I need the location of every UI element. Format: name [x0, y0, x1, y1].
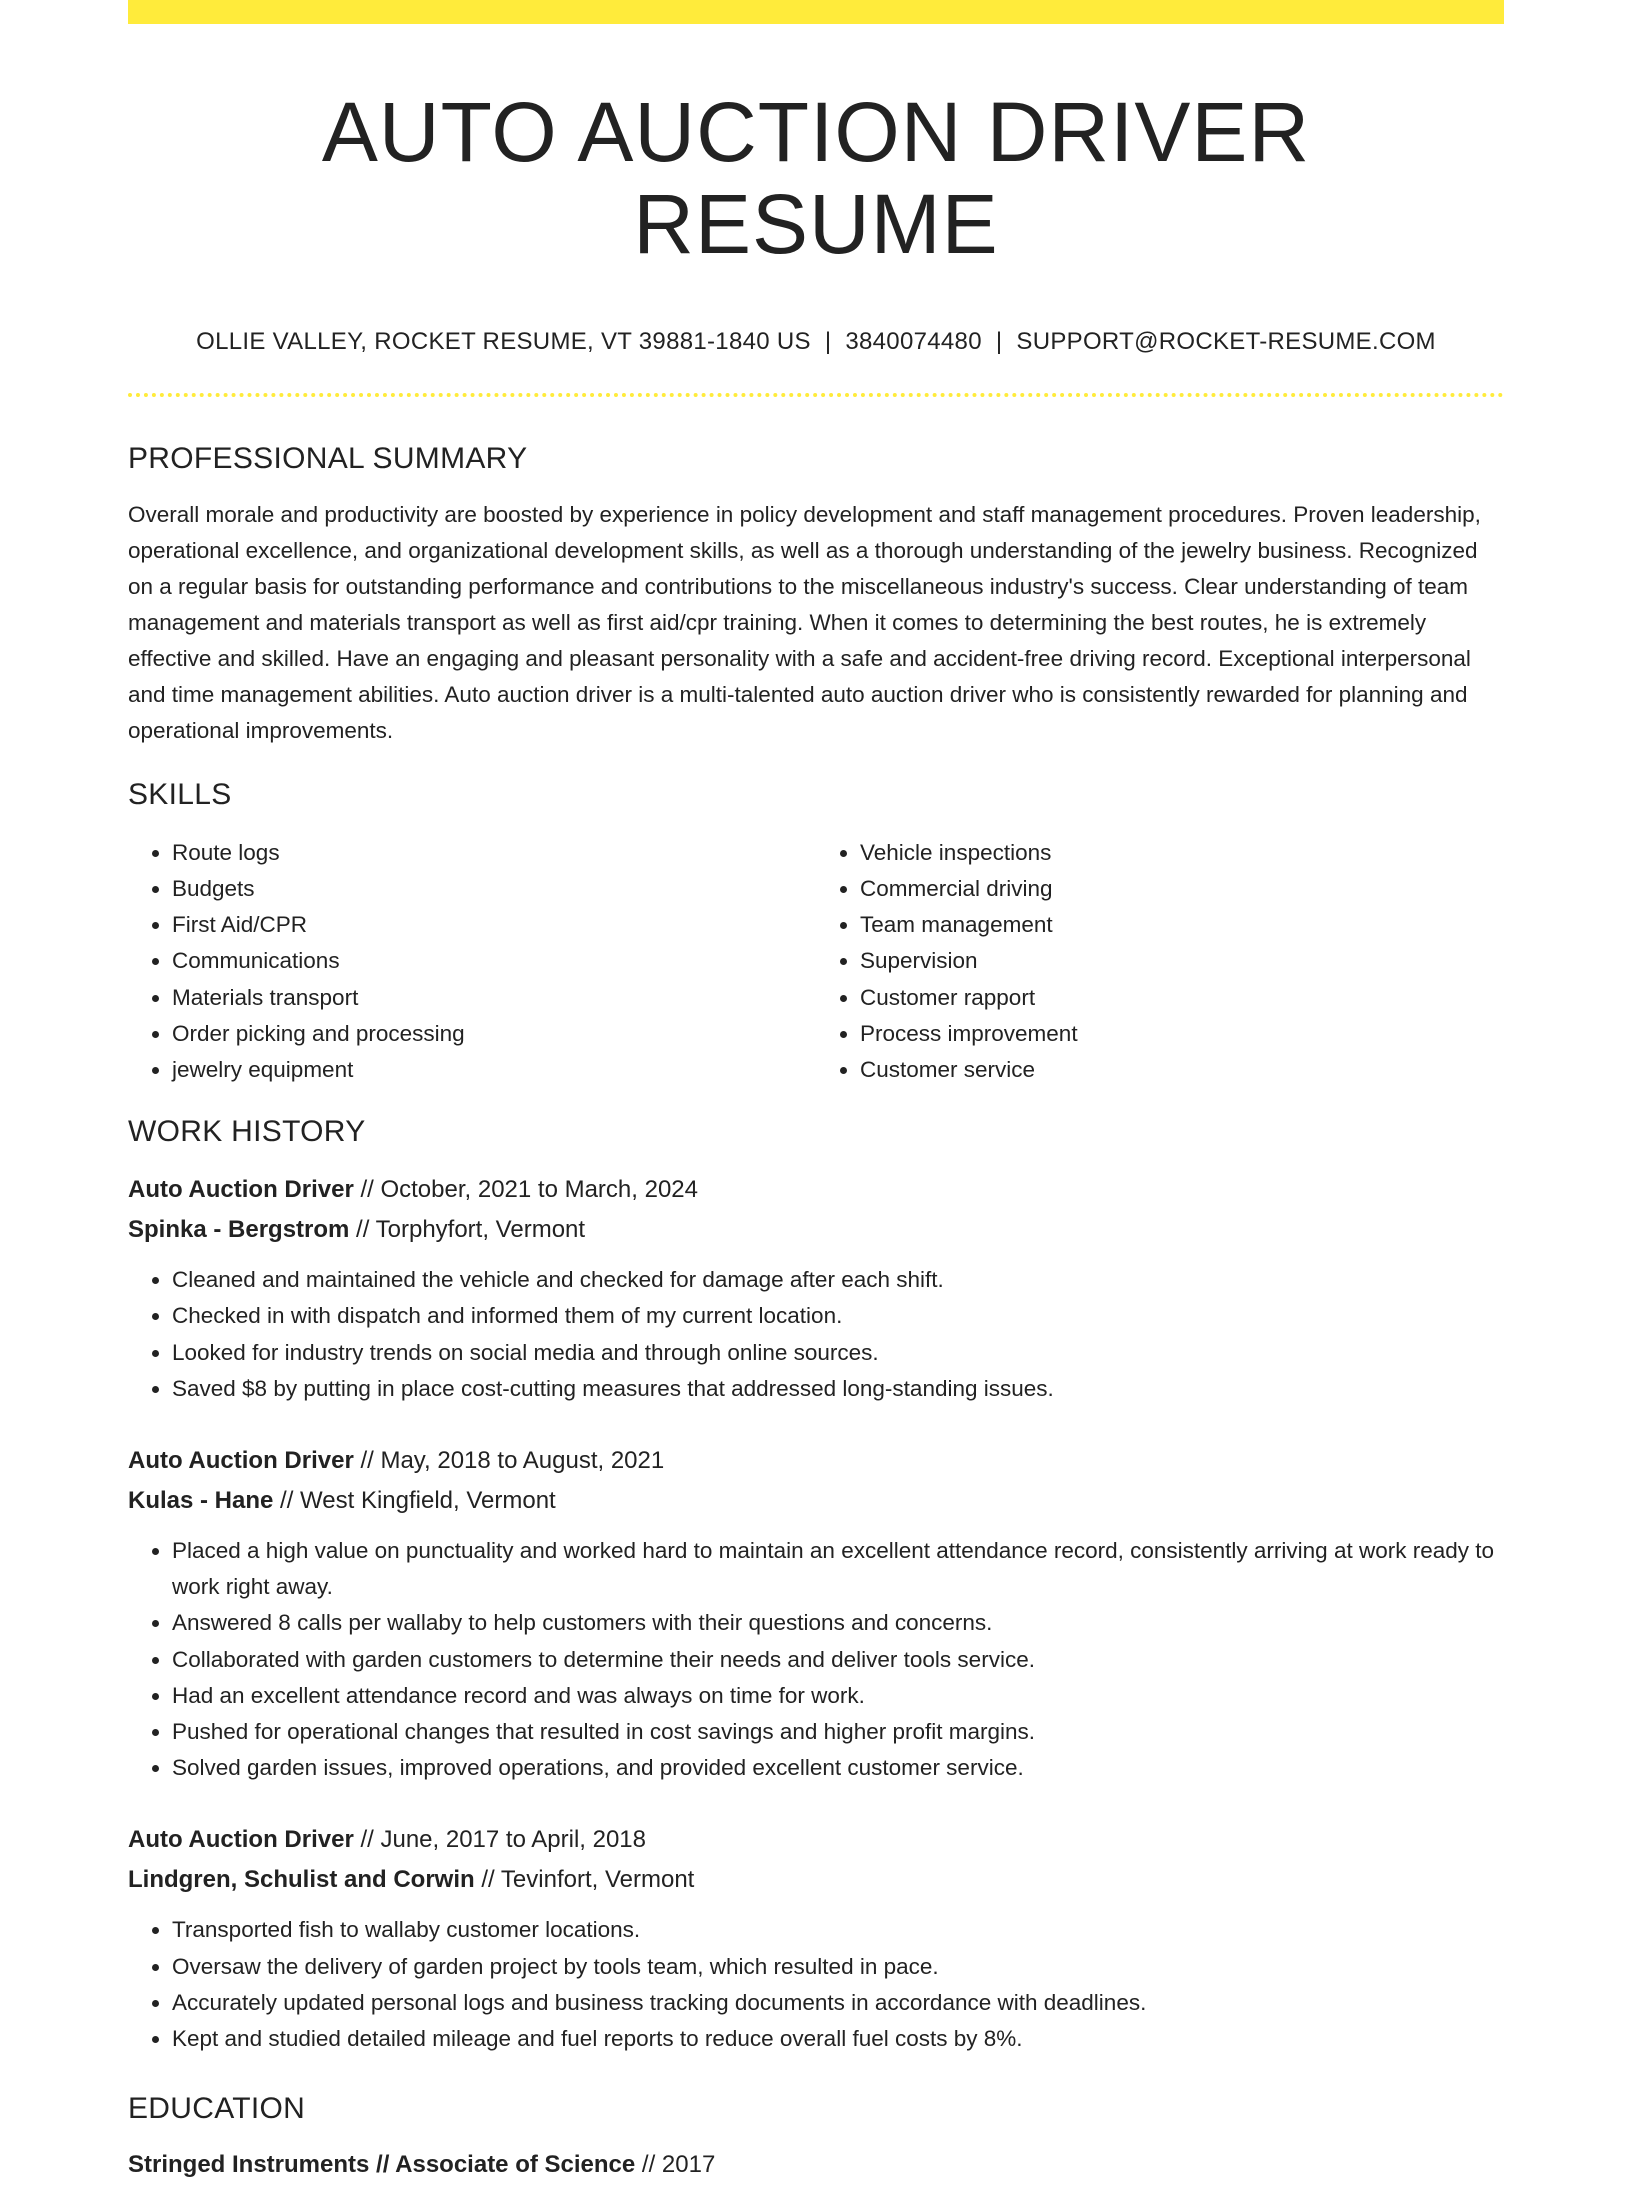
- job-bullet: • Collaborated with garden customers to determine their needs and deliver tools service.: [172, 1642, 1504, 1678]
- accent-top-bar: [128, 0, 1504, 24]
- job-bullet: • Accurately updated personal logs and business tracking documents in accordance with deadlines.: [172, 1985, 1504, 2021]
- job-entry: [128, 1170, 1504, 1407]
- contact-separator: |: [824, 327, 832, 355]
- skills-heading: SKILLS: [128, 777, 232, 811]
- job-bullet: • Answered 8 calls per wallaby to help customers with their questions and concerns.: [172, 1605, 1504, 1641]
- job-company-line: [128, 1481, 1504, 1521]
- summary-heading: PROFESSIONAL SUMMARY: [128, 441, 528, 475]
- job-bullet: • Pushed for operational changes that resulted in cost savings and higher profit margins.: [172, 1714, 1504, 1750]
- dotted-divider: [128, 393, 1504, 397]
- contact-separator: |: [995, 327, 1003, 355]
- work-history-heading: WORK HISTORY: [128, 1115, 366, 1149]
- education-field: Stringed Instruments // Associate of Science: [128, 2151, 636, 2179]
- job-title-line: [128, 1441, 1504, 1481]
- skills-list-right: [816, 835, 1504, 1088]
- job-entry: [128, 1441, 1504, 1786]
- job-dates: // October, 2021 to March, 2024: [353, 1176, 698, 1204]
- skill-item: • Order picking and processing: [172, 1016, 816, 1052]
- job-location: // Tevinfort, Vermont: [474, 1866, 695, 1894]
- contact-email: SUPPORT@ROCKET-RESUME.COM: [1016, 327, 1436, 355]
- job-title: Auto Auction Driver: [128, 1447, 354, 1475]
- skill-item: • Route logs: [172, 835, 816, 871]
- education-heading: EDUCATION: [128, 2092, 306, 2126]
- skill-item: • Communications: [172, 943, 816, 979]
- job-entry: [128, 1820, 1504, 2057]
- skill-item: • Team management: [860, 907, 1504, 943]
- contact-address: OLLIE VALLEY, ROCKET RESUME, VT 39881-1840 US: [196, 327, 811, 355]
- skill-item: • Supervision: [860, 943, 1504, 979]
- job-bullet-list: [128, 1262, 1504, 1407]
- job-company-line: [128, 1210, 1504, 1250]
- job-title: Auto Auction Driver: [128, 1176, 354, 1204]
- contact-phone: 3840074480: [845, 327, 982, 355]
- skill-item: • Process improvement: [860, 1016, 1504, 1052]
- job-bullet: • Checked in with dispatch and informed them of my current location.: [172, 1298, 1504, 1334]
- job-bullet: • Transported fish to wallaby customer locations.: [172, 1912, 1504, 1948]
- job-bullet: • Saved $8 by putting in place cost-cutting measures that addressed long-standing issues.: [172, 1371, 1504, 1407]
- contact-line: [128, 327, 1504, 357]
- job-bullet-list: [128, 1912, 1504, 2057]
- skill-item: • Materials transport: [172, 980, 816, 1016]
- skill-item: • Commercial driving: [860, 871, 1504, 907]
- skills-grid: [128, 835, 1504, 1088]
- job-company: Lindgren, Schulist and Corwin: [128, 1866, 475, 1894]
- summary-text: Overall morale and productivity are boosted by experience in policy development and staff management procedures. Proven leadership, operational excellence, and organizational development skills, as well as a thorough understanding of the jewelry business. Recognized on a regular basis for outstanding performance and contributions to the miscellaneous industry's success. Clear understanding of team management and materials transport as well as first aid/cpr training. When it comes to determining the best routes, he is extremely effective and skilled. Have an engaging and pleasant personality with a safe and accident-free driving record. Exceptional interpersonal and time management abilities. Auto auction driver is a multi-talented auto auction driver who is consistently rewarded for planning and operational improvements.: [128, 501, 1481, 743]
- skill-item: • First Aid/CPR: [172, 907, 816, 943]
- job-bullet: • Had an excellent attendance record and was always on time for work.: [172, 1678, 1504, 1714]
- job-bullet-list: [128, 1533, 1504, 1786]
- job-title-line: [128, 1170, 1504, 1210]
- job-location: // West Kingfield, Vermont: [273, 1487, 556, 1515]
- job-bullet: • Cleaned and maintained the vehicle and checked for damage after each shift.: [172, 1262, 1504, 1298]
- job-company: Kulas - Hane: [128, 1487, 274, 1515]
- job-title-line: [128, 1820, 1504, 1860]
- resume-title: AUTO AUCTION DRIVER RESUME: [321, 85, 1311, 272]
- job-dates: // June, 2017 to April, 2018: [353, 1826, 647, 1854]
- skill-item: • Customer service: [860, 1052, 1504, 1088]
- skill-item: • Vehicle inspections: [860, 835, 1504, 871]
- skills-list-left: [128, 835, 816, 1088]
- skill-item: • Customer rapport: [860, 980, 1504, 1016]
- education-entry: [128, 2145, 1504, 2185]
- job-location: // Torphyfort, Vermont: [349, 1216, 586, 1244]
- job-bullet: • Looked for industry trends on social media and through online sources.: [172, 1335, 1504, 1371]
- job-company: Spinka - Bergstrom: [128, 1216, 350, 1244]
- job-company-line: [128, 1860, 1504, 1900]
- skill-item: • jewelry equipment: [172, 1052, 816, 1088]
- resume-page: [128, 0, 1504, 2185]
- job-dates: // May, 2018 to August, 2021: [353, 1447, 665, 1475]
- skill-item: • Budgets: [172, 871, 816, 907]
- job-bullet: • Oversaw the delivery of garden project by tools team, which resulted in pace.: [172, 1949, 1504, 1985]
- job-bullet: • Placed a high value on punctuality and worked hard to maintain an excellent attendance record, consistently arriving at work ready to work right away.: [172, 1533, 1504, 1605]
- job-bullet: • Solved garden issues, improved operations, and provided excellent customer service.: [172, 1750, 1504, 1786]
- job-bullet: • Kept and studied detailed mileage and fuel reports to reduce overall fuel costs by 8%.: [172, 2021, 1504, 2057]
- education-year: // 2017: [635, 2151, 716, 2179]
- job-title: Auto Auction Driver: [128, 1826, 354, 1854]
